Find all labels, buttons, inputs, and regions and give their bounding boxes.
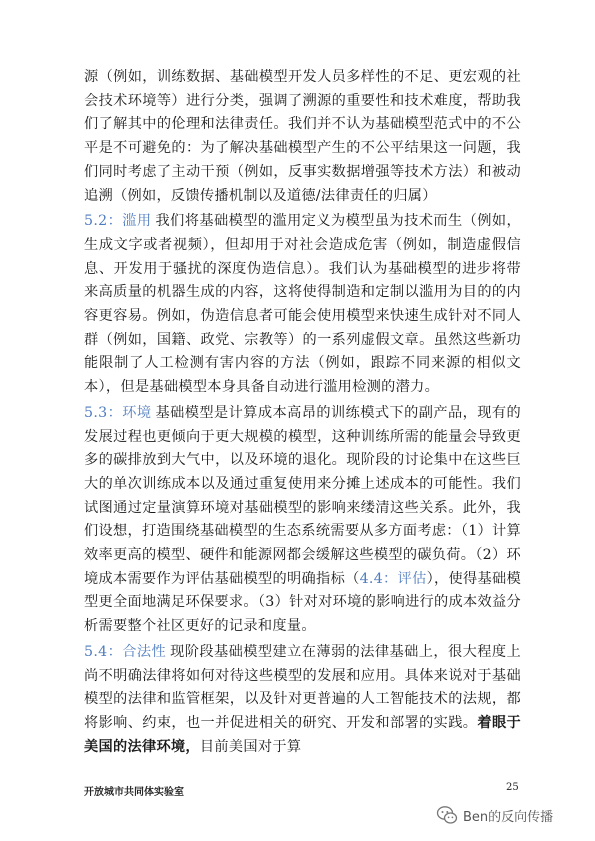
section-number: 5.4： <box>84 643 123 660</box>
section-body: 基础模型是计算成本高昂的训练模式下的副产品，现有的发展过程也更倾向于更大规模的模型，这种训练所需的能量会导致更多的碳排放到大气中，以及环境的退化。现阶段的讨论集中在这些巨大的单次训练成本以及通过重复使用来分摊上述成本的可能性。我们试图通过定量演算环境对基础模型的影响来缕清这些关系。此外，我们设想，打造围绕基础模型的生态系统需要从多方面考虑：（1）计算效率更高的模型、硬件和能源网都会缓解这些模型的碳负荷。（2）环境成本需要作为评估基础模型的明确指标（ <box>84 404 521 587</box>
section-misuse <box>84 210 521 400</box>
watermark-text: Ben的反向传播 <box>463 809 554 825</box>
bold-emphasis: 着眼于美国的法律环境， <box>84 714 522 755</box>
section-title: 合法性 <box>122 643 167 660</box>
section-number: 5.3： <box>84 404 123 421</box>
section-body-continued: ），使得基础模型更全面地满足环保要求。（3）针对对环境的影响进行的成本效益分析需要整个社区更好的记录和度量。 <box>84 570 521 635</box>
cross-reference-link[interactable]: 4.4：评估 <box>359 570 427 587</box>
wechat-icon <box>436 804 458 826</box>
section-body: 我们将基础模型的滥用定义为模型虽为技术而生（例如，生成文字或者视频），但却用于对社会造成危害（例如，制造虚假信息、开发用于骚扰的深度伪造信息）。我们认为基础模型的进步将带来高质量的机器生成的内容，这将使得制造和定制以滥用为目的的内容更容易。例如，伪造信息者可能会使用模型来快速生成针对不同人群（例如，国籍、政党、宗教等）的一系列虚假文章。虽然这些新功能限制了人工检测有害内容的方法（例如，跟踪不同来源的相似文本），但是基础模型本身具备自动进行滥用检测的潜力。 <box>84 213 521 396</box>
page-number: 25 <box>506 782 519 793</box>
paragraph-text: 源（例如，训练数据、基础模型开发人员多样性的不足、更宏观的社会技术环境等）进行分类，强调了溯源的重要性和技术难度，帮助我们了解其中的伦理和法律责任。我们并不认为基础模型范式中的不公平是不可避免的：为了解决基础模型产生的不公平结果这一问题，我们同时考虑了主动干预（例如，反事实数据增强等技术方法）和被动追溯（例如，反馈传播机制以及道德/法律责任的归属） <box>84 69 521 204</box>
section-body: 现阶段基础模型建立在薄弱的法律基础上，很大程度上尚不明确法律将如何对待这些模型的发展和应用。具体来说对于基础模型的法律和监管框架，以及针对更普遍的人工智能技术的法规，都将影响、约束，也一并促进相关的研究、开发和部署的实践。 <box>84 643 522 731</box>
watermark <box>436 804 553 826</box>
section-number: 5.2： <box>84 213 123 230</box>
body-text <box>84 66 521 759</box>
footer-organization: 开放城市共同体实验室 <box>84 787 184 798</box>
section-body-tail: 目前美国对于算 <box>199 738 302 755</box>
section-title: 环境 <box>122 404 152 421</box>
paragraph-continuation <box>84 66 521 208</box>
section-title: 滥用 <box>122 213 152 230</box>
section-legality <box>84 641 521 760</box>
section-environment <box>84 402 521 639</box>
